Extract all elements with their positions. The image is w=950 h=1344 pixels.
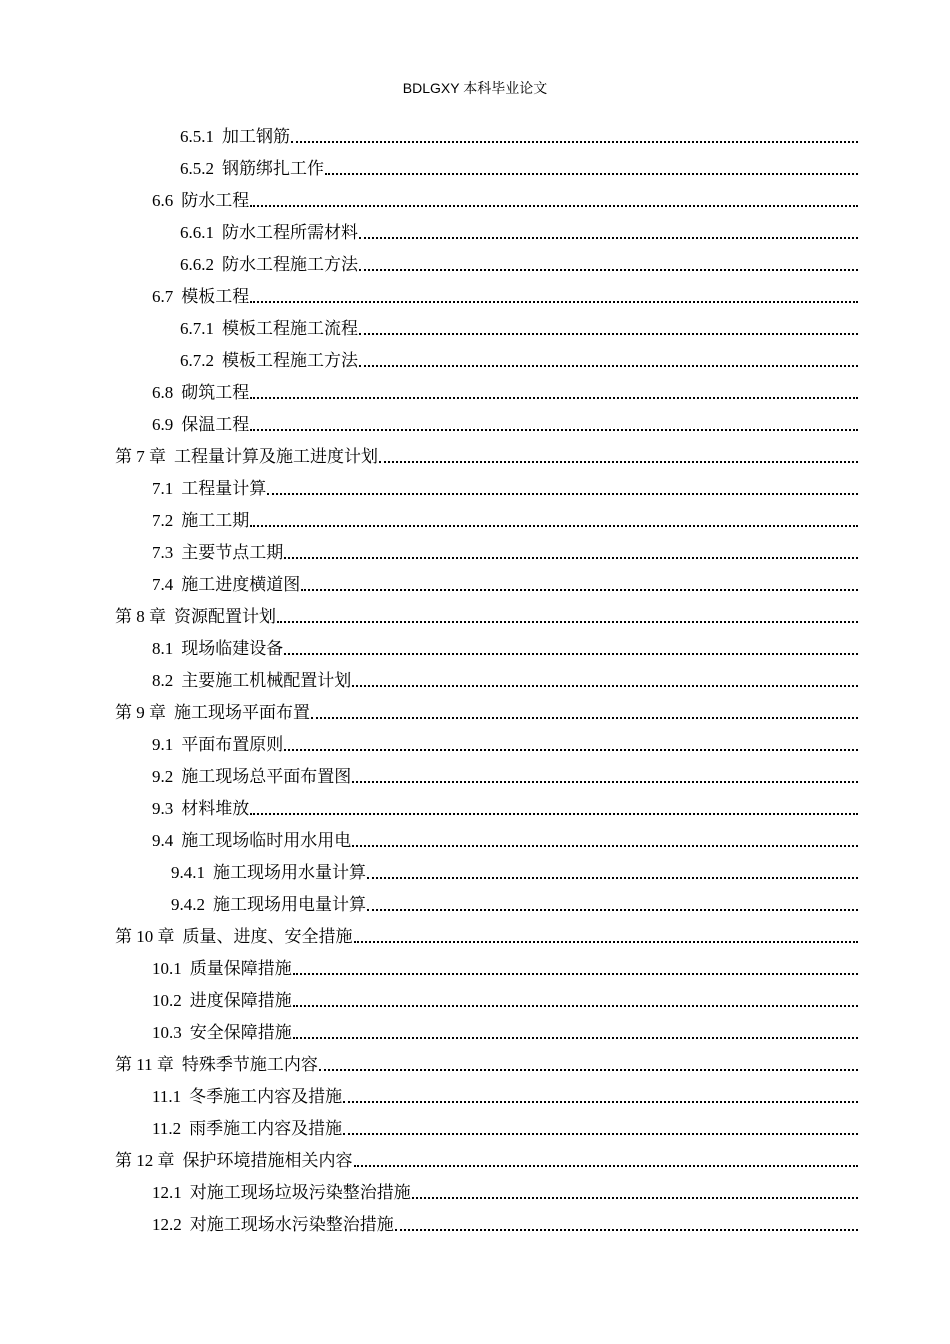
- toc-entry-number: 11.2: [152, 1119, 182, 1138]
- toc-entry[interactable]: [115, 820, 858, 852]
- toc-entry-number: 10.1: [152, 959, 182, 978]
- toc-dot-leader: [250, 397, 858, 399]
- toc-entry-number: 7.1: [152, 479, 174, 498]
- toc-entry-title: 施工现场平面布置: [174, 703, 310, 722]
- toc-entry[interactable]: [115, 660, 858, 692]
- toc-entry-title: 施工现场临时用水用电: [181, 831, 352, 850]
- toc-dot-leader: [359, 237, 858, 239]
- toc-dot-leader: [352, 781, 858, 783]
- toc-dot-leader: [343, 1101, 858, 1103]
- toc-entry[interactable]: [115, 692, 858, 724]
- toc-entry-title: 钢筋绑扎工作: [222, 159, 324, 178]
- toc-dot-leader: [319, 1069, 858, 1071]
- toc-entry-title: 保温工程: [181, 415, 250, 434]
- toc-entry[interactable]: [115, 148, 858, 180]
- toc-entry[interactable]: [115, 628, 858, 660]
- toc-entry[interactable]: [115, 1044, 858, 1076]
- toc-entry-number: 6.7.2: [180, 351, 214, 370]
- page-header: BDLGXY 本科毕业论文: [402, 80, 548, 96]
- toc-entry-title: 砌筑工程: [181, 383, 250, 402]
- toc-dot-leader: [267, 493, 858, 495]
- toc-entry-number: 8.2: [152, 671, 174, 690]
- toc-entry[interactable]: [115, 564, 858, 596]
- toc-entry-title: 施工现场用水量计算: [213, 863, 366, 882]
- toc-entry-title: 质量保障措施: [189, 959, 292, 978]
- toc-entry-number: 6.6.2: [180, 255, 214, 274]
- toc-entry-number: 11.1: [152, 1087, 182, 1106]
- toc-entry[interactable]: [115, 340, 858, 372]
- toc-entry-number: 7.3: [152, 543, 174, 562]
- table-of-contents: [115, 116, 858, 1236]
- toc-entry[interactable]: [115, 116, 858, 148]
- toc-entry-title: 工程量计算及施工进度计划: [174, 447, 378, 466]
- toc-entry-number: 12.2: [152, 1215, 182, 1234]
- toc-dot-leader: [284, 653, 858, 655]
- toc-entry-number: 6.9: [152, 415, 174, 434]
- toc-entry-number: 9.1: [152, 735, 174, 754]
- toc-entry[interactable]: [115, 1108, 858, 1140]
- toc-entry-number: 6.7.1: [180, 319, 214, 338]
- toc-dot-leader: [352, 845, 858, 847]
- toc-entry-title: 质量、进度、安全措施: [182, 927, 353, 946]
- toc-entry[interactable]: [115, 980, 858, 1012]
- toc-entry[interactable]: [115, 916, 858, 948]
- toc-entry[interactable]: [115, 212, 858, 244]
- toc-entry-number: 第 12 章: [115, 1151, 175, 1170]
- toc-entry-number: 第 7 章: [115, 447, 166, 466]
- toc-entry-number: 第 10 章: [115, 927, 175, 946]
- toc-entry[interactable]: [115, 596, 858, 628]
- toc-dot-leader: [291, 141, 858, 143]
- toc-entry-number: 10.2: [152, 991, 182, 1010]
- toc-entry[interactable]: [115, 1012, 858, 1044]
- toc-entry-number: 6.6.1: [180, 223, 214, 242]
- toc-entry-number: 第 8 章: [115, 607, 166, 626]
- toc-entry-title: 平面布置原则: [181, 735, 284, 754]
- toc-dot-leader: [367, 909, 858, 911]
- toc-entry-title: 雨季施工内容及措施: [189, 1119, 343, 1138]
- toc-entry-title: 主要节点工期: [181, 543, 284, 562]
- toc-entry[interactable]: [115, 308, 858, 340]
- toc-entry-title: 施工进度横道图: [181, 575, 301, 594]
- toc-entry-number: 9.3: [152, 799, 174, 818]
- toc-entry[interactable]: [115, 276, 858, 308]
- toc-entry-title: 资源配置计划: [174, 607, 276, 626]
- toc-entry-number: 6.7: [152, 287, 174, 306]
- toc-entry-number: 第 11 章: [115, 1055, 174, 1074]
- toc-entry-title: 施工现场总平面布置图: [181, 767, 352, 786]
- toc-dot-leader: [354, 1165, 859, 1167]
- toc-entry-title: 安全保障措施: [189, 1023, 292, 1042]
- toc-entry-number: 6.5.1: [180, 127, 214, 146]
- toc-entry-number: 9.4: [152, 831, 174, 850]
- toc-dot-leader: [250, 525, 858, 527]
- toc-dot-leader: [284, 557, 858, 559]
- toc-entry-number: 9.4.2: [171, 895, 205, 914]
- toc-entry-number: 8.1: [152, 639, 174, 658]
- toc-entry[interactable]: [115, 1140, 858, 1172]
- toc-entry[interactable]: [115, 500, 858, 532]
- toc-entry-title: 工程量计算: [181, 479, 267, 498]
- toc-entry-title: 冬季施工内容及措施: [189, 1087, 343, 1106]
- toc-dot-leader: [359, 269, 858, 271]
- toc-dot-leader: [277, 621, 858, 623]
- toc-entry-title: 防水工程: [181, 191, 250, 210]
- toc-entry-number: 7.4: [152, 575, 174, 594]
- toc-entry[interactable]: [115, 884, 858, 916]
- toc-entry-number: 7.2: [152, 511, 174, 530]
- toc-entry-title: 加工钢筋: [222, 127, 290, 146]
- toc-dot-leader: [343, 1133, 858, 1135]
- toc-entry[interactable]: [115, 852, 858, 884]
- toc-entry[interactable]: [115, 532, 858, 564]
- toc-entry[interactable]: [115, 372, 858, 404]
- toc-entry[interactable]: [115, 244, 858, 276]
- toc-entry-title: 模板工程: [181, 287, 250, 306]
- toc-dot-leader: [354, 941, 859, 943]
- toc-entry-title: 防水工程施工方法: [222, 255, 358, 274]
- toc-dot-leader: [293, 973, 858, 975]
- toc-entry-number: 第 9 章: [115, 703, 166, 722]
- toc-entry[interactable]: [115, 180, 858, 212]
- toc-entry-title: 对施工现场水污染整治措施: [189, 1215, 394, 1234]
- toc-entry-title: 施工工期: [181, 511, 250, 530]
- toc-entry-title: 防水工程所需材料: [222, 223, 358, 242]
- toc-dot-leader: [359, 333, 858, 335]
- toc-entry[interactable]: [115, 404, 858, 436]
- toc-entry-number: 9.2: [152, 767, 174, 786]
- toc-entry-title: 材料堆放: [181, 799, 250, 818]
- toc-entry[interactable]: [115, 724, 858, 756]
- toc-entry[interactable]: [115, 788, 858, 820]
- toc-entry-number: 9.4.1: [171, 863, 205, 882]
- toc-entry-number: 6.5.2: [180, 159, 214, 178]
- toc-dot-leader: [250, 301, 858, 303]
- toc-entry-title: 现场临建设备: [181, 639, 284, 658]
- toc-entry-number: 6.6: [152, 191, 174, 210]
- toc-dot-leader: [284, 749, 858, 751]
- toc-dot-leader: [325, 173, 858, 175]
- toc-entry-number: 10.3: [152, 1023, 182, 1042]
- toc-dot-leader: [250, 205, 858, 207]
- toc-entry[interactable]: [115, 1204, 858, 1236]
- toc-entry[interactable]: [115, 1172, 858, 1204]
- toc-entry-title: 主要施工机械配置计划: [181, 671, 352, 690]
- toc-dot-leader: [311, 717, 858, 719]
- toc-entry-title: 对施工现场垃圾污染整治措施: [189, 1183, 411, 1202]
- toc-entry-title: 模板工程施工流程: [222, 319, 358, 338]
- toc-entry[interactable]: [115, 948, 858, 980]
- toc-dot-leader: [352, 685, 858, 687]
- toc-entry[interactable]: [115, 468, 858, 500]
- toc-dot-leader: [395, 1229, 858, 1231]
- toc-dot-leader: [250, 429, 858, 431]
- toc-dot-leader: [250, 813, 858, 815]
- toc-dot-leader: [412, 1197, 858, 1199]
- toc-entry-title: 特殊季节施工内容: [181, 1055, 318, 1074]
- toc-entry-title: 施工现场用电量计算: [213, 895, 366, 914]
- toc-dot-leader: [293, 1037, 858, 1039]
- toc-entry-title: 保护环境措施相关内容: [182, 1151, 353, 1170]
- toc-entry[interactable]: [115, 756, 858, 788]
- toc-dot-leader: [379, 461, 858, 463]
- toc-entry[interactable]: [115, 436, 858, 468]
- toc-entry-number: 12.1: [152, 1183, 182, 1202]
- toc-dot-leader: [293, 1005, 858, 1007]
- toc-entry[interactable]: [115, 1076, 858, 1108]
- toc-dot-leader: [367, 877, 858, 879]
- toc-entry-title: 模板工程施工方法: [222, 351, 358, 370]
- toc-entry-title: 进度保障措施: [189, 991, 292, 1010]
- toc-dot-leader: [301, 589, 858, 591]
- toc-entry-number: 6.8: [152, 383, 174, 402]
- toc-dot-leader: [359, 365, 858, 367]
